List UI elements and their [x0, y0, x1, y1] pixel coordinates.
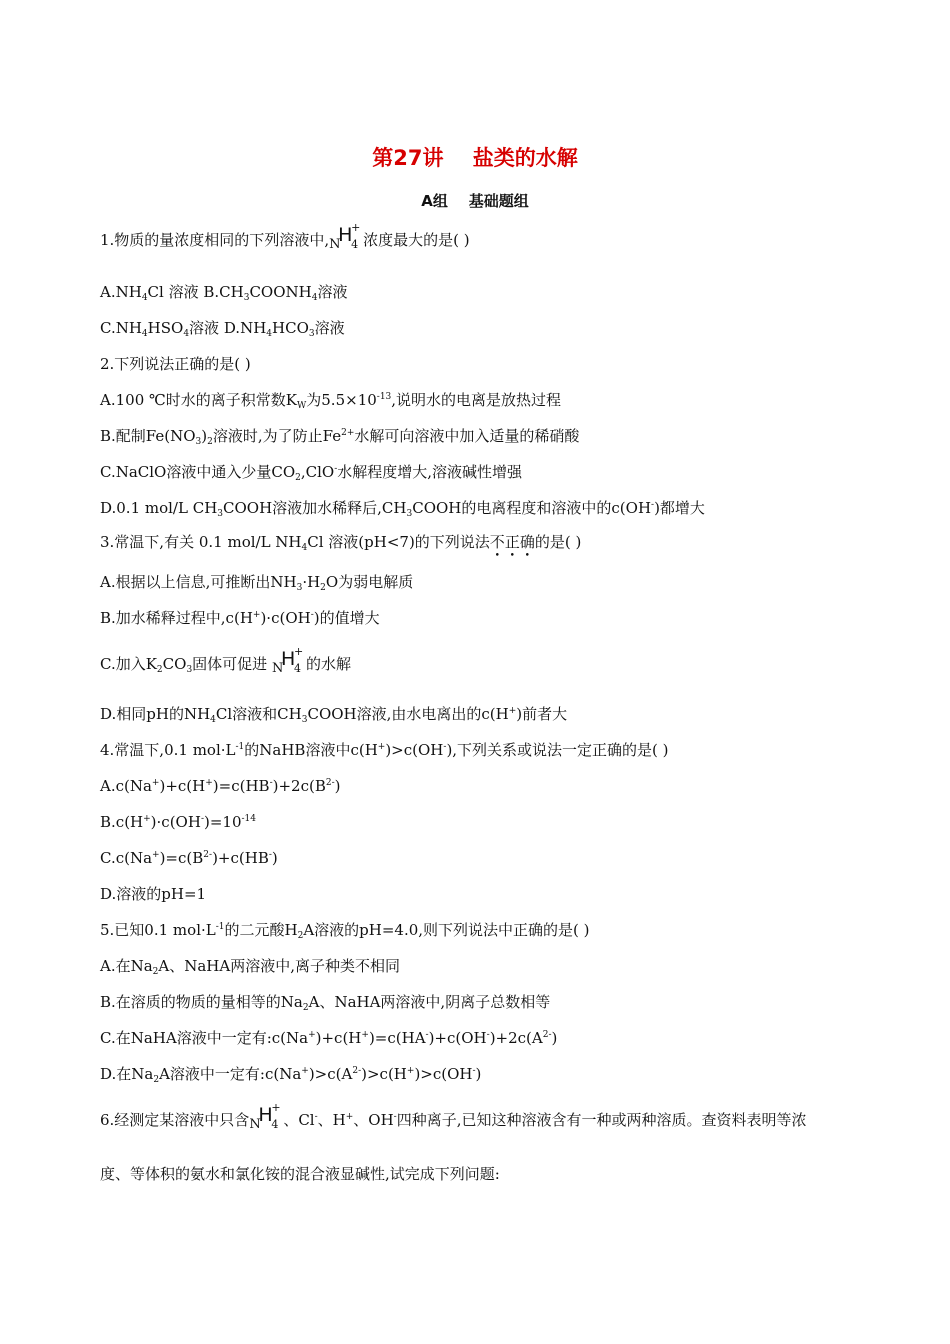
question-5-option-b: B.在溶质的物质的量相等的$Na_2A$、NaHA两溶液中,阴离子总数相等 — [100, 993, 551, 1013]
question-2-option-b: B.配制$Fe(NO_3)_2$溶液时,为了防止$Fe^{2+}$水解可向溶液中加入适量的稀硝酸 — [100, 427, 580, 447]
page-title: 第27讲 盐类的水解 — [372, 146, 578, 170]
question-3-option-a: A.根据以上信息,可推断出$NH_3\cdot H_2O$为弱电解质 — [100, 573, 414, 593]
question-4-stem: 4.常温下,0.1 $mol\cdot L^{-1}$的NaHB溶液中c(H+)>c(OH-),下列关系或说法一定正确的是( ) — [100, 741, 669, 759]
question-3-option-b: B.加水稀释过程中,c(H+)·c(OH-)的值增大 — [100, 609, 380, 627]
question-4-option-d: D.溶液的pH=1 — [100, 885, 207, 903]
question-5-option-a: A.在$Na_2A$、NaHA两溶液中,离子种类不相同 — [100, 957, 400, 977]
question-2-stem: 2.下列说法正确的是( ) — [100, 355, 251, 373]
question-3-stem: 3.常温下,有关 0.1 mol/L $NH_4Cl$ 溶液(pH<7)的下列说法不正确的是( ) — [100, 533, 582, 553]
question-6-stem: 6.经测定某溶液中只含 N H + 4 、Cl-、H+、OH-四种离子,已知这种溶液含有一种或两种溶质。查资料表明等浓 — [100, 1101, 807, 1132]
question-3-option-d: D.相同pH的$NH_4Cl$溶液和$CH_3COOH$溶液,由水电离出的c(H+)前者大 — [100, 705, 568, 725]
question-4-option-c: $C.c(Na^+)=c(B^{2-})+c(HB^-)$ — [100, 849, 278, 867]
question-2-option-c: C.NaClO溶液中通入少量$CO_2,ClO^-$水解程度增大,溶液碱性增强 — [100, 463, 523, 483]
question-2-option-d: D.0.1 mol/L $CH_3COOH$溶液加水稀释后$,CH_3COOH$的电离程度和溶液中的c(OH-)都增大 — [100, 499, 705, 519]
ammonium-ion: N H + 4 — [271, 645, 304, 676]
ammonium-ion: N H + 4 — [249, 1101, 281, 1132]
question-1-options-ab: $A.NH_4Cl$ 溶液 $B.CH_3COONH_4$溶液 — [100, 283, 348, 303]
section-subtitle: A组 基础题组 — [421, 192, 529, 210]
ammonium-ion: N H + 4 — [329, 221, 361, 252]
question-2-option-a: A.100 ℃时水的离子积常数$K_W$为$5.5\times 10^{-13}$,说明水的电离是放热过程 — [100, 391, 562, 411]
question-6-stem-continued: 度、等体积的氨水和氯化铵的混合液显碱性,试完成下列问题: — [100, 1165, 500, 1183]
question-3-option-c: C.加入$K_2CO_3$固体可促进 N H + 4 的水解 — [100, 645, 351, 676]
question-1-options-cd: $C.NH_4HSO_4$溶液 $D.NH_4HCO_3$溶液 — [100, 319, 345, 339]
question-5-option-d: D.在$Na_2A$溶液中一定有$:c(Na^+)>c(A^{2-})>c(H^+)>c(OH^-)$ — [100, 1065, 482, 1085]
question-4-option-a: $A.c(Na^+)+c(H^+)=c(HB^-)+2c(B^{2-})$ — [100, 777, 341, 795]
question-5-option-c: C.在NaHA溶液中一定有$:c(Na^+)+c(H^+)=c(HA^-)+c(OH^-)+2c(A^{2-})$ — [100, 1029, 558, 1047]
question-1-stem: 1.物质的量浓度相同的下列溶液中, N H + 4 浓度最大的是( ) — [100, 221, 470, 252]
question-5-stem: 5.已知0.1 $mol\cdot L^{-1}$的二元酸$H_2A$溶液的pH=4.0,则下列说法中正确的是( ) — [100, 921, 590, 941]
question-4-option-b: $B.c(H^+)\cdot c(OH^-)=10^{-14}$ — [100, 813, 256, 831]
